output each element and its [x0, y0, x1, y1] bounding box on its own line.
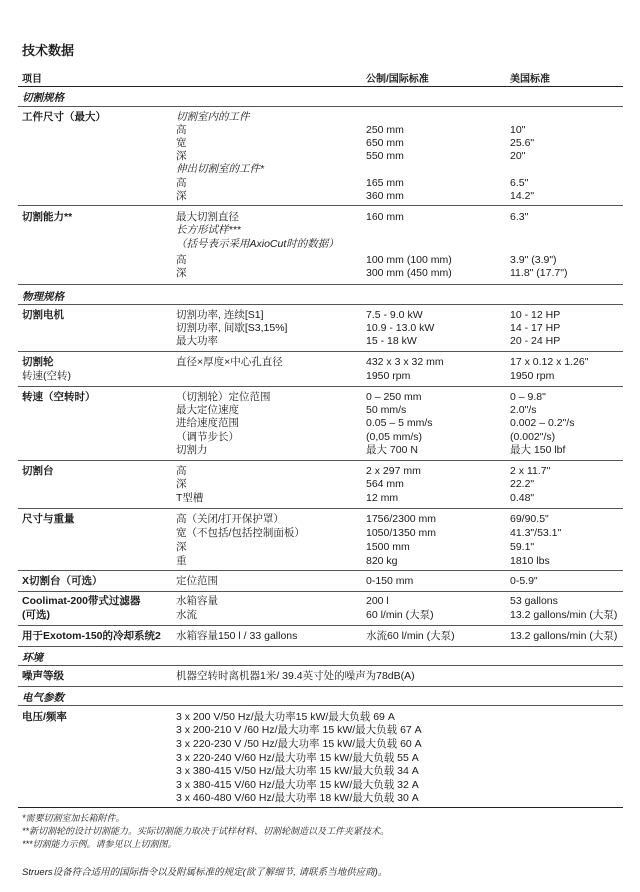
motor-r3: 最大功率	[176, 335, 218, 347]
workpiece-d: 深	[176, 150, 187, 162]
noise-value: 机器空转时离机器1米/ 39.4英寸处的噪声为78dB(A)	[176, 670, 415, 682]
speed-r3: 进给速度范围	[176, 417, 239, 429]
divider	[18, 284, 623, 285]
wheel-r2-us: 1950 rpm	[510, 370, 555, 382]
xtable-label: X切割台（可选）	[22, 575, 103, 587]
dims-r4: 重	[176, 555, 187, 567]
divider	[18, 686, 623, 687]
capacity-d: 深	[176, 267, 187, 279]
table-r2-metric: 564 mm	[366, 478, 404, 490]
speed-r5-us: 最大 150 lbf	[510, 444, 566, 456]
speed-r1-metric: 0 – 250 mm	[366, 391, 422, 403]
table-r2: 深	[176, 478, 187, 490]
exotom-label: 用于Exotom-150的冷却系统2	[22, 630, 161, 642]
section-environment: 环境	[22, 652, 43, 664]
motor-r3-us: 20 - 24 HP	[510, 335, 561, 347]
wheel-r1-metric: 432 x 3 x 32 mm	[366, 356, 444, 368]
divider	[18, 807, 623, 808]
workpiece-d-us: 20"	[510, 150, 526, 162]
divider	[18, 625, 623, 626]
voltage-line: 3 x 220-240 V/60 Hz/最大功率 15 kW/最大负载 55 A	[176, 752, 419, 764]
workpiece-h2-metric: 165 mm	[366, 177, 404, 189]
speed-r4-metric: (0,05 mm/s)	[366, 431, 423, 443]
wheel-r1: 直径×厚度×中心孔直径	[176, 356, 283, 368]
dims-r3: 深	[176, 541, 187, 553]
workpiece-d2-metric: 360 mm	[366, 190, 404, 202]
workpiece-inside: 切割室内的工件	[176, 111, 250, 123]
motor-label: 切割电机	[22, 309, 64, 321]
dims-label: 尺寸与重量	[22, 513, 75, 525]
capacity-d-us: 11.8" (17.7")	[510, 267, 568, 279]
column-header-metric: 公制/国际标准	[366, 74, 429, 85]
divider	[18, 460, 623, 461]
divider	[18, 106, 623, 107]
voltage-line: 3 x 380-415 V/60 Hz/最大功率 15 kW/最大负载 32 A	[176, 779, 419, 791]
exotom-r1-metric: 水流60 l/min (大泵)	[366, 630, 455, 642]
speed-label: 转速（空转时）	[22, 391, 96, 403]
divider	[18, 205, 623, 206]
table-r3-metric: 12 mm	[366, 492, 399, 504]
exotom-r1: 水箱容量150 l / 33 gallons	[176, 630, 298, 642]
workpiece-h-metric: 250 mm	[366, 124, 404, 136]
workpiece-outside: 伸出切割室的工件*	[176, 163, 265, 175]
coolimat-r1-metric: 200 l	[366, 595, 389, 607]
column-header-us: 美国标准	[510, 74, 550, 85]
voltage-line: 3 x 220-230 V /50 Hz/最大功率 15 kW/最大负载 60 A	[176, 738, 422, 750]
workpiece-w-us: 25.6"	[510, 137, 535, 149]
dims-r2-us: 41.3"/53.1"	[510, 527, 562, 539]
motor-r2-us: 14 - 17 HP	[510, 322, 561, 334]
speed-r5-metric: 最大 700 N	[366, 444, 418, 456]
noise-label: 噪声等级	[22, 670, 64, 682]
capacity-note: （括号表示采用AxioCut时的数据）	[176, 238, 339, 250]
section-physical: 物理规格	[22, 291, 64, 303]
dims-r1-metric: 1756/2300 mm	[366, 513, 437, 525]
divider	[18, 508, 623, 509]
speed-r3-us: 0.002 – 0.2"/s	[510, 417, 575, 429]
capacity-max-dia-us: 6.3"	[510, 211, 529, 223]
xtable-r1: 定位范围	[176, 575, 218, 587]
table-r3: T型槽	[176, 492, 204, 504]
voltage-label: 电压/频率	[22, 711, 67, 723]
divider	[18, 591, 623, 592]
capacity-h: 高	[176, 254, 187, 266]
footer-note: Struers设备符合适用的国际指令以及附属标准的规定(欲了解细节, 请联系当地供应商)。	[22, 867, 388, 878]
xtable-r1-us: 0-5.9"	[510, 575, 538, 587]
wheel-label2: 转速(空转)	[22, 370, 71, 382]
speed-r2: 最大定位速度	[176, 404, 239, 416]
coolimat-r1: 水箱容量	[176, 595, 218, 607]
divider	[18, 86, 623, 87]
table-r2-us: 22.2"	[510, 478, 535, 490]
wheel-r1-us: 17 x 0.12 x 1.26"	[510, 356, 589, 368]
table-r1-us: 2 x 11.7"	[510, 465, 551, 477]
speed-r2-metric: 50 mm/s	[366, 404, 407, 416]
workpiece-d-metric: 550 mm	[366, 150, 404, 162]
dims-r3-metric: 1500 mm	[366, 541, 410, 553]
dims-r2-metric: 1050/1350 mm	[366, 527, 437, 539]
speed-r1-us: 0 – 9.8"	[510, 391, 546, 403]
voltage-line: 3 x 200-210 V /60 Hz/最大功率 15 kW/最大负载 67 A	[176, 724, 422, 736]
capacity-max-dia-metric: 160 mm	[366, 211, 404, 223]
table-r3-us: 0.48"	[510, 492, 535, 504]
section-cutting: 切割规格	[22, 92, 64, 104]
divider	[18, 646, 623, 647]
capacity-d-metric: 300 mm (450 mm)	[366, 267, 452, 279]
coolimat-r2-us: 13.2 gallons/min (大泵)	[510, 609, 618, 621]
divider	[18, 351, 623, 352]
dims-r4-us: 1810 lbs	[510, 555, 550, 567]
workpiece-label: 工件尺寸（最大）	[22, 111, 106, 123]
workpiece-d2: 深	[176, 190, 187, 202]
speed-r4: （调节步长）	[176, 431, 239, 443]
speed-r5: 切割力	[176, 444, 208, 456]
workpiece-h2-us: 6.5"	[510, 177, 529, 189]
voltage-line: 3 x 460-480 V/60 Hz/最大功率 18 kW/最大负载 30 A	[176, 792, 419, 804]
capacity-h-metric: 100 mm (100 mm)	[366, 254, 452, 266]
motor-r2: 切割功率, 间歇[S3,15%]	[176, 322, 288, 334]
coolimat-label2: (可选)	[22, 609, 50, 621]
speed-r4-us: (0.002"/s)	[510, 431, 556, 443]
footnote-2: **新切割轮的设计切割能力。实际切割能力取决于试样材料、切割轮制造以及工件夹紧技术。	[22, 826, 390, 836]
workpiece-h2: 高	[176, 177, 187, 189]
workpiece-w: 宽	[176, 137, 187, 149]
speed-r3-metric: 0.05 – 5 mm/s	[366, 417, 433, 429]
capacity-h-us: 3.9" (3.9")	[510, 254, 557, 266]
coolimat-r2-metric: 60 l/min (大泵)	[366, 609, 434, 621]
footnotes	[22, 812, 389, 851]
speed-r2-us: 2.0"/s	[510, 404, 537, 416]
voltage-line: 3 x 200 V/50 Hz/最大功率15 kW/最大负载 69 A	[176, 711, 395, 723]
footnote-3: ***切割能力示例。请参见以上切割图。	[22, 839, 177, 849]
page-title: 技术数据	[22, 43, 75, 58]
dims-r1: 高（关闭/打开保护罩）	[176, 513, 284, 525]
coolimat-r2: 水流	[176, 609, 197, 621]
wheel-r2-metric: 1950 rpm	[366, 370, 411, 382]
table-r1: 高	[176, 465, 187, 477]
dims-r4-metric: 820 kg	[366, 555, 398, 567]
capacity-rect: 长方形试样***	[176, 224, 241, 236]
workpiece-h: 高	[176, 124, 187, 136]
dims-r2: 宽（不包括/包括控制面板）	[176, 527, 305, 539]
capacity-label: 切割能力**	[22, 211, 73, 223]
coolimat-label: Coolimat-200带式过滤器	[22, 595, 141, 607]
motor-r2-metric: 10.9 - 13.0 kW	[366, 322, 435, 334]
xtable-r1-metric: 0-150 mm	[366, 575, 414, 587]
wheel-label: 切割轮	[22, 356, 54, 368]
voltage-line: 3 x 380-415 V/50 Hz/最大功率 15 kW/最大负载 34 A	[176, 765, 419, 777]
divider	[18, 665, 623, 666]
speed-r1: （切割轮）定位范围	[176, 391, 271, 403]
coolimat-r1-us: 53 gallons	[510, 595, 558, 607]
motor-r1-us: 10 - 12 HP	[510, 309, 561, 321]
capacity-max-dia: 最大切割直径	[176, 211, 239, 223]
divider	[18, 386, 623, 387]
motor-r1-metric: 7.5 - 9.0 kW	[366, 309, 423, 321]
exotom-r1-us: 13.2 gallons/min (大泵)	[510, 630, 618, 642]
section-electrical: 电气参数	[22, 692, 64, 704]
dims-r3-us: 59.1"	[510, 541, 535, 553]
divider	[18, 705, 623, 706]
workpiece-w-metric: 650 mm	[366, 137, 404, 149]
workpiece-h-us: 10"	[510, 124, 526, 136]
motor-r3-metric: 15 - 18 kW	[366, 335, 417, 347]
divider	[18, 570, 623, 571]
motor-r1: 切割功率, 连续[S1]	[176, 309, 264, 321]
workpiece-d2-us: 14.2"	[510, 190, 535, 202]
table-label: 切割台	[22, 465, 54, 477]
table-r1-metric: 2 x 297 mm	[366, 465, 421, 477]
dims-r1-us: 69/90.5"	[510, 513, 549, 525]
column-header-item: 项目	[22, 74, 42, 85]
divider	[18, 304, 623, 305]
footnote-1: *需要切割室加长箱附件。	[22, 813, 125, 823]
